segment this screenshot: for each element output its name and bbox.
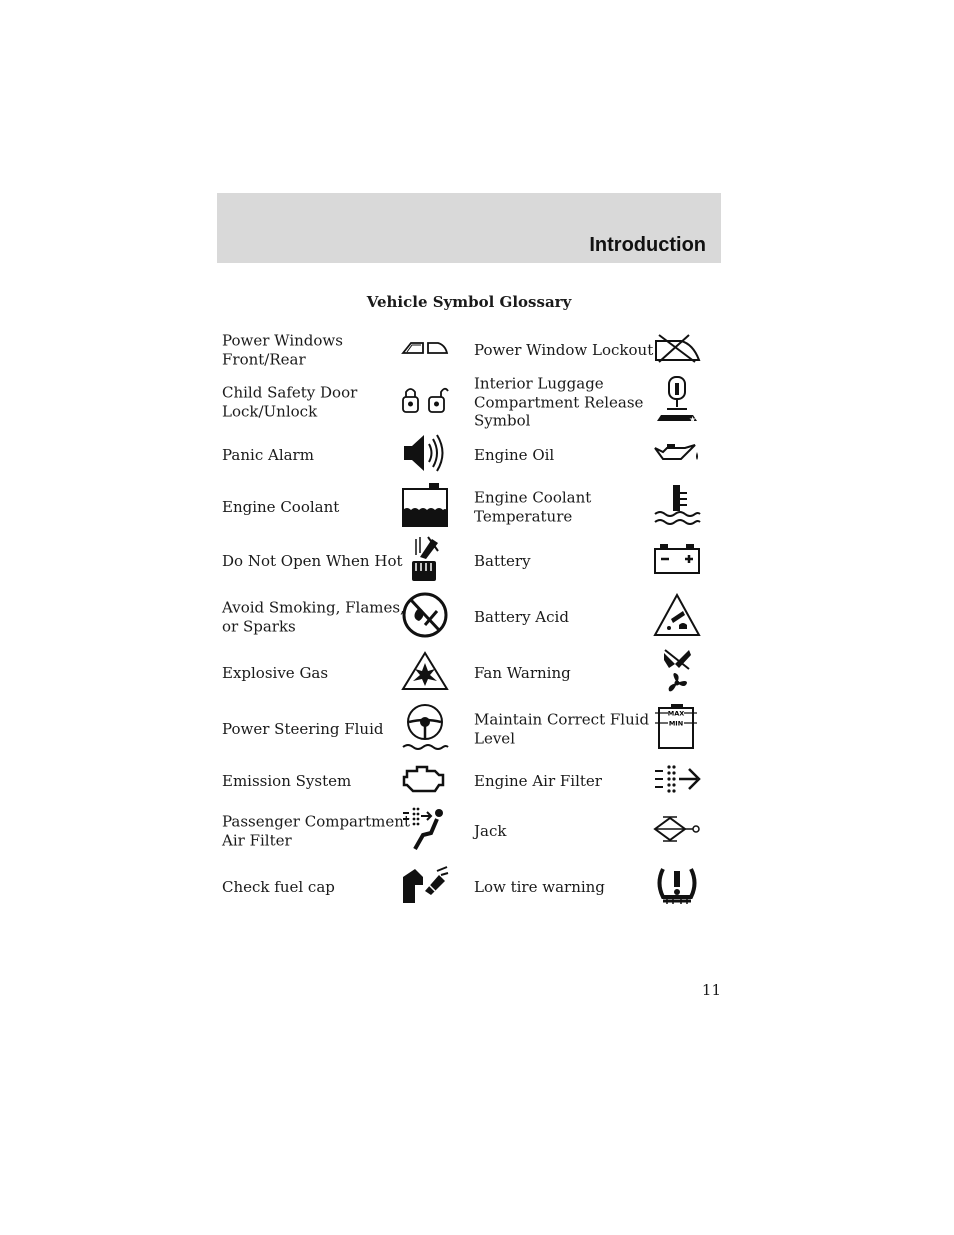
glossary-label: Engine Oil <box>474 445 555 464</box>
glossary-label: Emission System <box>222 771 352 790</box>
svg-text:★: ★ <box>689 415 697 424</box>
jack-icon <box>653 815 701 847</box>
fluid-level-icon <box>653 703 701 755</box>
explosive-gas-icon <box>401 651 449 695</box>
glossary-label: Avoid Smoking, Flames, or Sparks <box>222 598 405 635</box>
engine-oil-icon <box>653 442 701 468</box>
glossary-label: Maintain Correct Fluid Level <box>474 710 650 747</box>
glossary-label: Battery <box>474 551 531 570</box>
glossary-label: Low tire warning <box>474 877 605 896</box>
glossary-label: Explosive Gas <box>222 663 329 682</box>
glossary-label: Child Safety Door Lock/Unlock <box>222 383 358 420</box>
glossary-label: Jack <box>474 821 507 840</box>
fluid-level-max-label: MAX <box>667 709 685 718</box>
coolant-temperature-icon <box>653 483 701 531</box>
fan-warning-icon <box>661 647 693 699</box>
glossary-label: Engine Coolant Temperature <box>474 488 592 525</box>
no-smoking-icon <box>401 591 449 643</box>
power-steering-icon <box>401 703 449 755</box>
power-windows-icon <box>401 340 449 360</box>
window-lockout-icon <box>653 333 701 367</box>
page-number: 11 <box>701 981 721 999</box>
glossary-title: Vehicle Symbol Glossary <box>366 293 572 311</box>
glossary-label: Passenger Compartment Air Filter <box>222 812 410 849</box>
glossary-label: Panic Alarm <box>222 445 314 464</box>
luggage-release-icon <box>653 375 701 429</box>
fuel-cap-icon <box>401 865 449 909</box>
glossary-label: Do Not Open When Hot <box>222 551 403 570</box>
battery-acid-icon <box>653 593 701 641</box>
battery-icon <box>653 543 701 579</box>
section-title: Introduction <box>589 234 706 256</box>
cabin-air-filter-icon <box>401 805 449 857</box>
low-tire-icon <box>653 863 701 911</box>
glossary-label: Check fuel cap <box>222 877 335 896</box>
glossary-label: Battery Acid <box>474 607 569 626</box>
glossary-label: Engine Coolant <box>222 497 340 516</box>
glossary-label: Engine Air Filter <box>474 771 602 790</box>
header-band <box>217 193 721 263</box>
glossary-label: Power Window Lockout <box>474 340 654 359</box>
panic-alarm-icon <box>401 432 449 478</box>
emission-system-icon <box>401 763 449 799</box>
glossary-label: Power Steering Fluid <box>222 719 384 738</box>
engine-air-filter-icon <box>653 763 701 799</box>
child-lock-icon <box>400 385 450 419</box>
glossary-label: Fan Warning <box>474 663 571 682</box>
glossary-label: Power Windows Front/Rear <box>222 331 343 368</box>
do-not-open-hot-icon <box>410 535 440 587</box>
fluid-level-min-label: MIN <box>668 719 684 728</box>
engine-coolant-icon <box>401 482 449 532</box>
glossary-label: Interior Luggage Compartment Release Symbol <box>474 374 644 430</box>
